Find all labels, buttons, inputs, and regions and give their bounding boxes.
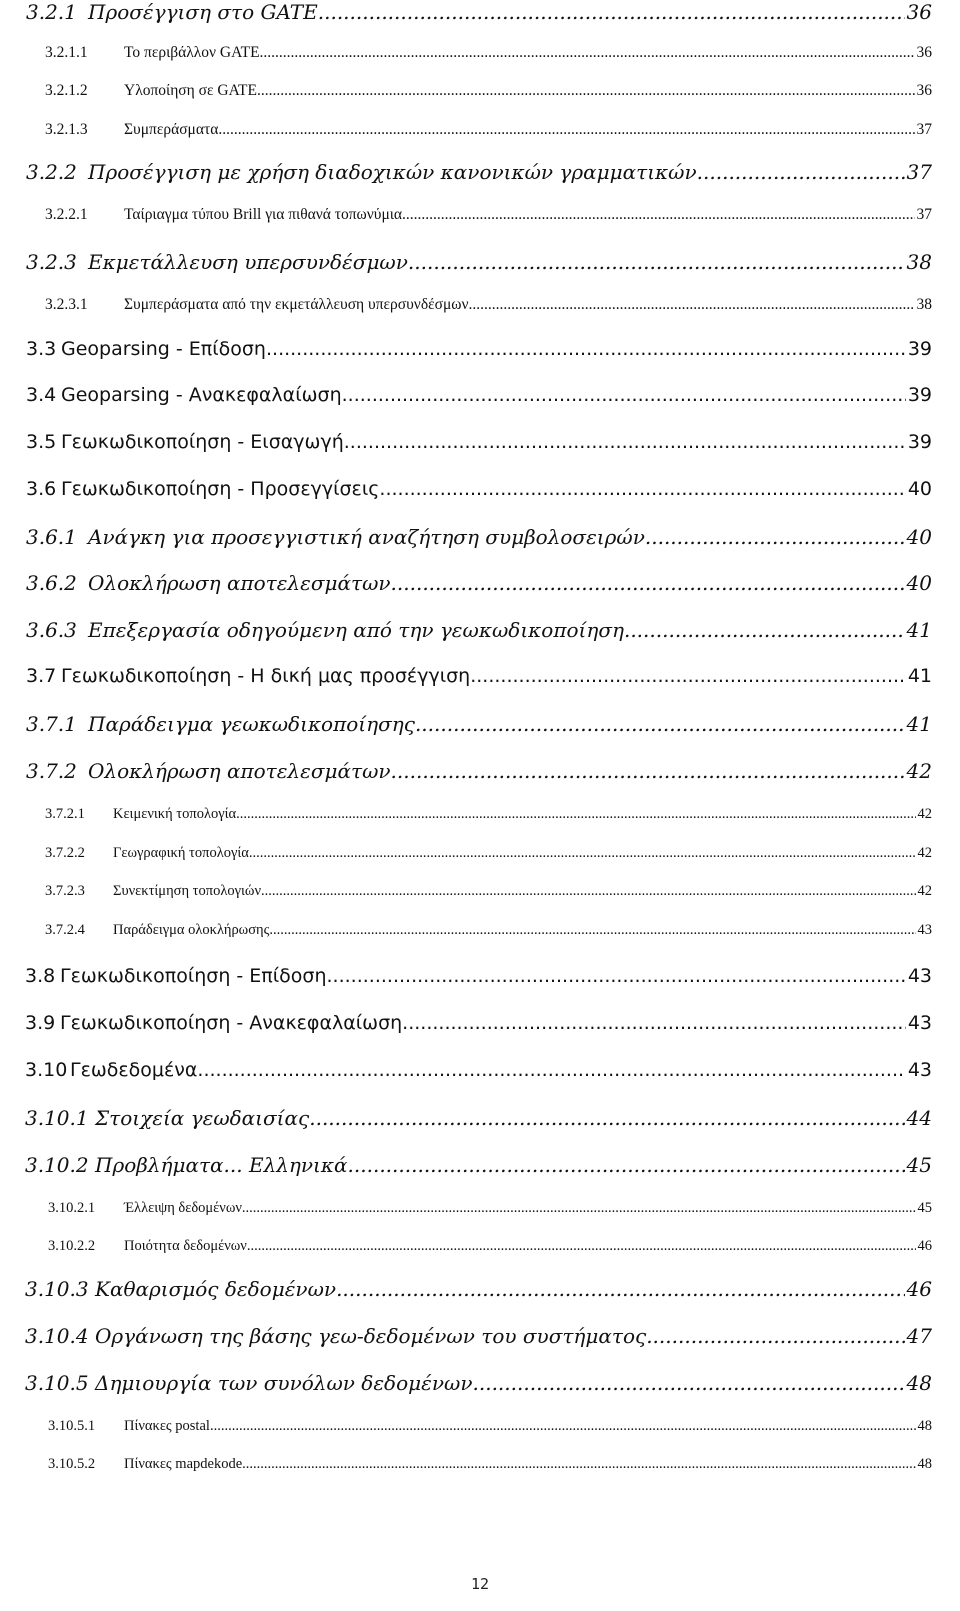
toc-entry[interactable] [26,712,932,736]
toc-entry-number: 3.7 [26,665,57,687]
toc-entry-title: Έλλειψη δεδομένων [124,1200,242,1216]
toc-entry-title: Γεωδεδομένα [70,1059,198,1081]
toc-entry[interactable] [26,478,932,500]
page-number: 12 [470,1575,490,1593]
toc-entry-title: Συμπεράσματα από την εκμετάλλευση υπερσυνδέσμων [124,296,469,313]
dot-leader [624,618,905,642]
toc-entry-page: 42 [917,883,932,899]
toc-entry-page: 42 [917,845,932,861]
toc-entry-number: 3.10.5 [25,1371,89,1395]
dot-leader [645,525,905,549]
toc-entry[interactable] [45,845,932,862]
dot-leader [197,1059,905,1081]
dot-leader [391,571,905,595]
toc-entry-number: 3.2.3 [26,250,77,274]
toc-entry[interactable] [26,431,932,453]
toc-entry-title: Geoparsing - Ανακεφαλαίωση [61,384,342,406]
toc-entry-page: 42 [906,759,932,783]
toc-entry-page: 45 [917,1200,932,1216]
toc-entry-title: Γεωκωδικοποίηση - Η δική μας προσέγγιση [61,665,471,687]
toc-entry-page: 47 [906,1324,932,1348]
toc-entry-number: 3.9 [25,1012,56,1034]
toc-entry-title: Ταίριαγμα τύπου Brill για πιθανά τοπωνύμια [124,206,403,223]
toc-entry[interactable] [26,0,932,24]
toc-entry-number: 3.2.2.1 [45,206,88,223]
toc-entry-number: 3.10.1 [25,1106,89,1130]
dot-leader [218,121,914,139]
toc-entry-number: 3.10.5.1 [48,1418,96,1434]
toc-entry-number: 3.10.2.1 [48,1200,96,1216]
toc-entry-page: 42 [917,806,932,822]
toc-entry-page: 38 [906,250,932,274]
dot-leader [348,1153,905,1177]
toc-entry[interactable] [25,1106,932,1130]
toc-entry[interactable] [25,1153,932,1177]
dot-leader [391,759,905,783]
toc-entry[interactable] [26,618,932,642]
dot-leader [242,1456,915,1473]
toc-entry[interactable] [45,121,932,139]
toc-entry[interactable] [26,665,932,687]
toc-entry-title: Γεωκωδικοποίηση - Επίδοση [60,965,327,987]
toc-entry-page: 44 [906,1106,932,1130]
toc-entry[interactable] [26,160,932,184]
toc-entry-page: 45 [906,1153,932,1177]
dot-leader [473,1371,905,1395]
toc-entry-page: 36 [906,0,932,24]
dot-leader [242,1200,916,1217]
dot-leader [342,384,906,406]
dot-leader [344,431,906,453]
toc-entry-number: 3.7.1 [26,712,77,736]
toc-entry-title: Ανάγκη για προσεγγιστική αναζήτηση συμβολοσειρών [88,525,645,549]
toc-entry-title: Στοιχεία γεωδαισίας [95,1106,310,1130]
toc-entry-page: 38 [916,296,932,313]
dot-leader [470,665,906,687]
toc-entry[interactable] [25,1059,932,1081]
toc-entry-page: 40 [906,571,932,595]
toc-entry-number: 3.7.2 [26,759,77,783]
dot-leader [469,296,915,314]
toc-entry[interactable] [26,571,932,595]
toc-entry-page: 39 [907,431,932,453]
toc-entry-title: Παράδειγμα ολοκλήρωσης [113,922,270,938]
toc-entry[interactable] [48,1200,932,1217]
dot-leader [257,82,915,100]
toc-entry[interactable] [45,44,932,62]
toc-entry[interactable] [26,525,932,549]
toc-entry-title: Καθαρισμός δεδομένων [95,1277,337,1301]
toc-entry-page: 48 [917,1456,932,1472]
toc-entry-page: 48 [906,1371,932,1395]
toc-entry[interactable] [25,1012,932,1034]
toc-entry[interactable] [25,1324,932,1348]
toc-entry-title: Προσέγγιση με χρήση διαδοχικών κανονικών γραμματικών [88,160,697,184]
toc-entry-title: Επεξεργασία οδηγούμενη από την γεωκωδικοποίηση [88,618,624,642]
toc-entry-number: 3.10.3 [25,1277,89,1301]
toc-entry-number: 3.6 [26,478,57,500]
toc-entry-page: 48 [917,1418,932,1434]
toc-entry[interactable] [45,922,932,939]
toc-entry-title: Γεωκωδικοποίηση - Ανακεφαλαίωση [60,1012,403,1034]
dot-leader [247,1238,916,1255]
toc-entry-number: 3.7.2.3 [45,883,85,899]
toc-entry[interactable] [45,82,932,100]
toc-entry-page: 41 [906,618,932,642]
toc-entry-number: 3.10.4 [25,1324,89,1348]
toc-entry[interactable] [25,965,932,987]
toc-entry-number: 3.6.3 [26,618,77,642]
dot-leader [266,338,906,360]
dot-leader [402,1012,906,1034]
toc-entry[interactable] [48,1238,932,1255]
toc-entry-number: 3.6.1 [26,525,77,549]
toc-entry[interactable] [26,338,932,360]
toc-entry-number: 3.5 [26,431,57,453]
dot-leader [697,160,905,184]
toc-entry-title: Γεωγραφική τοπολογία [113,845,249,861]
toc-entry[interactable] [26,759,932,783]
toc-entry-title: Υλοποίηση σε GATE [124,82,257,99]
toc-entry-page: 40 [906,525,932,549]
toc-entry-title: Geoparsing - Επίδοση [61,338,266,360]
toc-entry-page: 36 [916,82,932,99]
dot-leader [210,1418,916,1435]
toc-entry-number: 3.7.2.1 [45,806,85,822]
toc-entry-page: 41 [907,665,932,687]
toc-entry-title: Εκμετάλλευση υπερσυνδέσμων [88,250,408,274]
toc-entry-number: 3.7.2.2 [45,845,85,861]
dot-leader [336,1277,904,1301]
toc-entry-title: Συνεκτίμηση τοπολογιών [113,883,262,899]
toc-entry-page: 43 [907,965,932,987]
toc-entry-title: Συμπεράσματα [124,121,219,138]
toc-entry-title: Πίνακες postal [124,1418,210,1434]
dot-leader [327,965,906,987]
toc-entry-page: 46 [917,1238,932,1254]
toc-entry-number: 3.10.2 [25,1153,89,1177]
toc-entry-title: Πίνακες mapdekode [124,1456,243,1472]
toc-entry-title: Προβλήματα... Ελληνικά [95,1153,348,1177]
toc-entry-title: Ολοκλήρωση αποτελεσμάτων [88,571,391,595]
toc-entry-number: 3.10.2.2 [48,1238,96,1254]
toc-entry-number: 3.8 [25,965,56,987]
dot-leader [646,1324,904,1348]
dot-leader [379,478,905,500]
toc-entry-title: Προσέγγιση στο GATE [88,0,318,24]
toc-entry-number: 3.2.1.3 [45,121,88,138]
toc-entry-number: 3.2.1.1 [45,44,88,61]
toc-entry[interactable] [48,1456,932,1473]
toc-entry[interactable] [45,806,932,823]
toc-entry-title: Γεωκωδικοποίηση - Προσεγγίσεις [61,478,380,500]
toc-entry-title: Κειμενική τοπολογία [113,806,237,822]
toc-entry[interactable] [48,1418,932,1435]
toc-entry-number: 3.4 [26,384,57,406]
dot-leader [260,44,915,62]
dot-leader [269,922,915,939]
toc-entry[interactable] [26,250,932,274]
toc-entry[interactable] [25,1277,932,1301]
toc-entry[interactable] [45,206,932,224]
toc-entry-page: 43 [907,1012,932,1034]
toc-entry-number: 3.6.2 [26,571,77,595]
toc-entry-title: Γεωκωδικοποίηση - Εισαγωγή [61,431,344,453]
toc-entry-number: 3.2.1.2 [45,82,88,99]
toc-entry-page: 41 [906,712,932,736]
toc-entry-title: Το περιβάλλον GATE [124,44,260,61]
toc-entry-title: Δημιουργία των συνόλων δεδομένων [95,1371,473,1395]
toc-entry-page: 43 [907,1059,932,1081]
toc-entry-page: 37 [916,206,932,223]
toc-entry[interactable] [25,1371,932,1395]
toc-entry-page: 36 [916,44,932,61]
toc-entry-number: 3.2.2 [26,160,77,184]
toc-entry-title: Ολοκλήρωση αποτελεσμάτων [88,759,391,783]
toc-entry-page: 37 [906,160,932,184]
dot-leader [261,883,915,900]
dot-leader [402,206,914,224]
toc-entry-page: 40 [907,478,932,500]
dot-leader [309,1106,904,1130]
toc-entry-page: 37 [916,121,932,138]
toc-entry[interactable] [26,384,932,406]
toc-entry-title: Παράδειγμα γεωκωδικοποίησης [88,712,415,736]
toc-entry-number: 3.7.2.4 [45,922,85,938]
toc-entry-page: 39 [907,384,932,406]
dot-leader [408,250,905,274]
toc-entry-page: 43 [917,922,932,938]
dot-leader [236,806,915,823]
toc-entry-title: Ποιότητα δεδομένων [124,1238,247,1254]
toc-entry-number: 3.3 [26,338,57,360]
toc-entry[interactable] [45,883,932,900]
toc-entry-number: 3.2.1 [26,0,77,24]
toc-entry-number: 3.10.5.2 [48,1456,96,1472]
toc-entry-number: 3.2.3.1 [45,296,88,313]
toc-entry-number: 3.10 [25,1059,68,1081]
dot-leader [318,0,905,24]
toc-entry-page: 46 [906,1277,932,1301]
toc-entry[interactable] [45,296,932,314]
toc-entry-title: Οργάνωση της βάσης γεω-δεδομένων του συστήματος [95,1324,647,1348]
dot-leader [415,712,905,736]
dot-leader [249,845,916,862]
toc-entry-page: 39 [907,338,932,360]
